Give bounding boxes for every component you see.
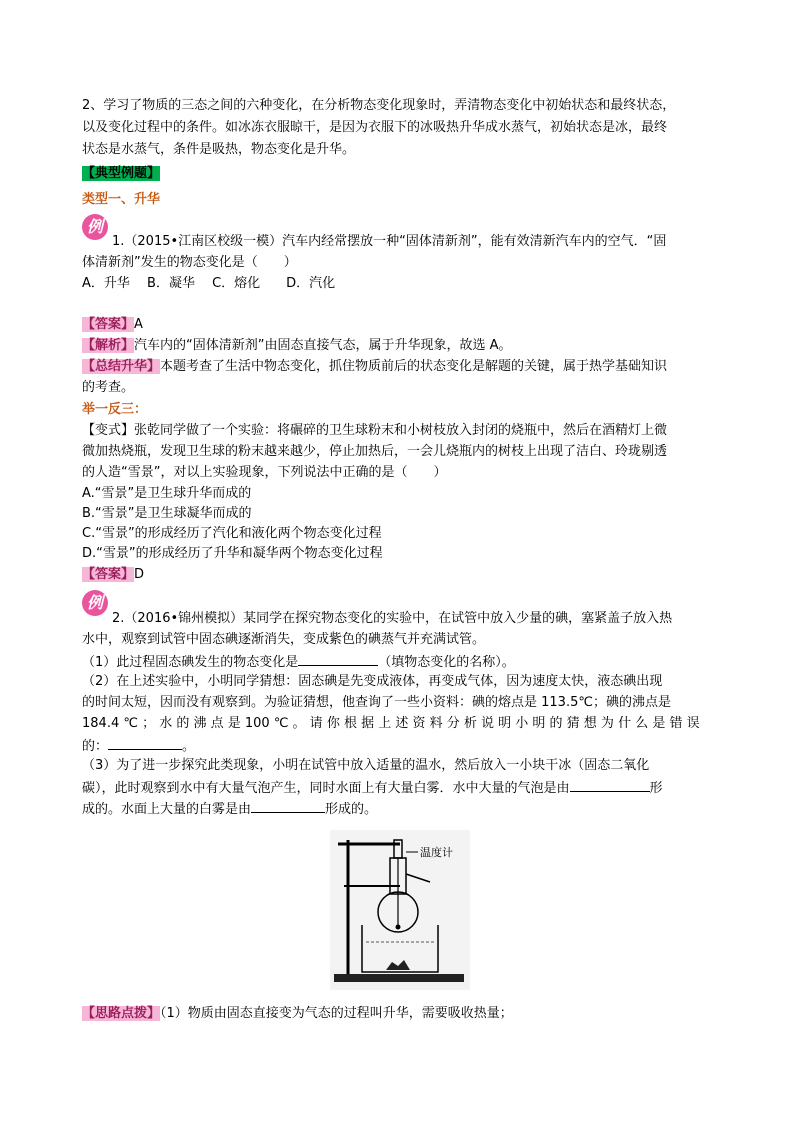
answer-blank[interactable] [570,777,650,792]
q2-part-2-line-3: 184.4 ℃ ； 水 的 沸 点 是 100 ℃ 。 请 你 根 据 上 述 资 料 分 析 说 明 小 明 的 猜 想 为 什 么 是 错 误 [82,716,700,731]
variant-option-a: A.“雪景”是卫生球升华而成的 [82,486,252,501]
q1-summary-line-2: 的考查。 [82,380,135,395]
example-badge-icon-2: 例 [82,590,108,616]
variant-option-b: B.“雪景”是卫生球凝华而成的 [82,506,252,521]
q2-part-3-line-3: 成的。水面上大量的白雾是由 形成的。 [82,798,377,820]
variant-line-1: 【变式】张乾同学做了一个实验：将碾碎的卫生球粉末和小树枝放入封闭的烧瓶中，然后在酒精灯上微 [82,423,668,438]
variant-option-d: D.“雪景”的形成经历了升华和凝华两个物态变化过程 [82,546,383,561]
variant-answer: 【答案】D [82,567,145,582]
type1-header: 类型一、升华 [82,192,161,207]
q1-line-1: 1.（2015•江南区校级一模）汽车内经常摆放一种“固体清新剂”，能有效清新汽车内的空气．“固 [112,234,667,249]
apparatus-diagram [330,830,470,990]
q2-line-1: 2.（2016•锦州模拟）某同学在探究物态变化的实验中，在试管中放入少量的碘，塞紧盖子放入热 [112,611,673,626]
intro-line-1: 2、学习了物质的三态之间的六种变化，在分析物态变化现象时，弄清物态变化中初始状态和最终状态， [82,98,676,113]
q2-line-2: 水中，观察到试管中固态碘逐渐消失，变成紫色的碘蒸气并充满试管。 [82,632,486,647]
q2-part-2-line-1: （2）在上述实验中，小明同学猜想：固态碘是先变成液体，再变成气体，因为速度太快，液态碘出现 [82,674,663,689]
q2-part-3-line-2: 碳），此时观察到水中有大量气泡产生，同时水面上有大量白雾．水中大量的气泡是由 形 [82,777,663,799]
answer-blank[interactable] [298,651,378,666]
q1-summary-line-1: 【总结升华】本题考查了生活中物态变化，抓住物质前后的状态变化是解题的关键，属于热学基础知识 [82,359,668,374]
intro-line-2: 以及变化过程中的条件。如冰冻衣服晾干，是因为衣服下的冰吸热升华成水蒸气，初始状态是冰，最终 [82,120,668,135]
q2-part-3-line-1: （3）为了进一步探究此类现象，小明在试管中放入适量的温水，然后放入一小块干冰（固态二氧化 [82,758,650,773]
q1-analysis: 【解析】汽车内的“固体清新剂”由固态直接气态，属于升华现象，故选 A。 [82,338,512,353]
variant-line-2: 微加热烧瓶，发现卫生球的粉末越来越少，停止加热后，一会儿烧瓶内的树枝上出现了洁白、玲珑剔透 [82,444,668,459]
apparatus-drawing [330,830,470,990]
variant-option-c: C.“雪景”的形成经历了汽化和液化两个物态变化过程 [82,526,382,541]
answer-blank[interactable] [251,798,325,813]
q2-part-2-line-4: 的： 。 [82,735,195,757]
q1-answer: 【答案】A [82,317,143,332]
q2-part-2-line-2: 的时间太短，因而没有观察到。为验证猜想，他查询了一些小资料：碘的熔点是 113.5℃；碘的沸点是 [82,695,671,710]
thermometer-label: 温度计 [420,846,453,859]
intro-line-3: 状态是水蒸气，条件是吸热，物态变化是升华。 [82,142,356,157]
typical-examples-header: 【典型例题】 [82,166,161,181]
answer-blank[interactable] [108,735,182,750]
extend-header: 举一反三： [82,402,148,417]
variant-line-3: 的人造“雪景”，对以上实验现象，下列说法中正确的是（ ） [82,465,447,480]
q1-line-2: 体清新剂”发生的物态变化是（ ） [82,255,297,270]
q2-part-1: （1）此过程固态碘发生的物态变化是 （填物态变化的名称）。 [82,651,515,673]
hint-line: 【思路点拨】（1）物质由固态直接变为气态的过程叫升华，需要吸收热量； [82,1006,513,1021]
example-badge-icon: 例 [82,214,108,240]
q1-options: A．升华 B．凝华 C．熔化 D．汽化 [82,276,336,291]
